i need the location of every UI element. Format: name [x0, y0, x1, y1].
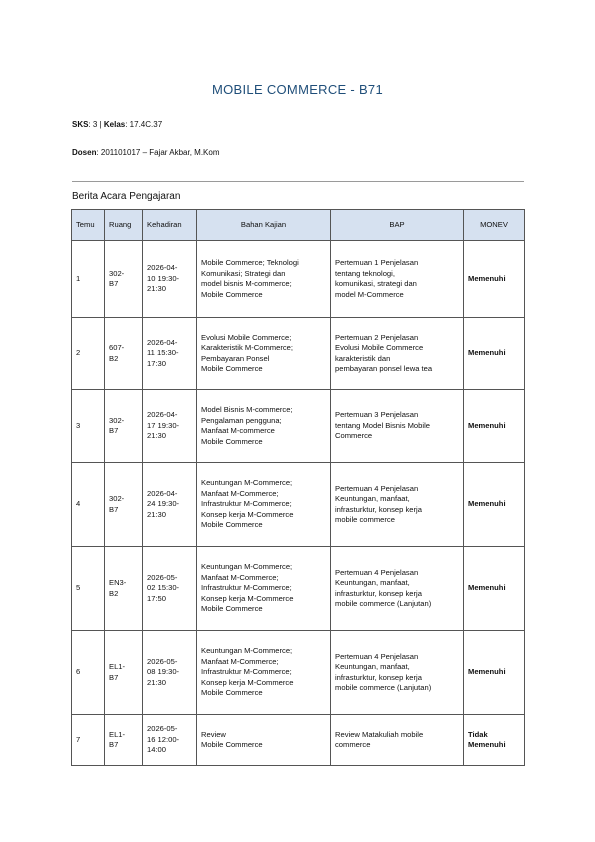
course-info-line — [72, 120, 162, 129]
sks-label: SKS — [72, 120, 89, 129]
cell-temu: 3 — [72, 390, 105, 463]
header-bahan-kajian: Bahan Kajian — [197, 210, 331, 241]
cell-temu: 7 — [72, 715, 105, 766]
cell-bahan-kajian: Keuntungan M-Commerce; Manfaat M-Commerce; Infrastruktur M-Commerce; Konsep kerja M-Commerce Mobile Commerce — [197, 463, 331, 547]
cell-temu: 4 — [72, 463, 105, 547]
section-title: Berita Acara Pengajaran — [72, 191, 181, 202]
dosen-label: Dosen — [72, 148, 97, 157]
cell-kehadiran: 2026-04- 11 15:30- 17:30 — [143, 318, 197, 390]
cell-ruang: 302- B7 — [105, 241, 143, 318]
cell-bap: Pertemuan 4 Penjelasan Keuntungan, manfaat, infrasturktur, konsep kerja mobile commerce — [331, 463, 464, 547]
cell-kehadiran: 2026-05- 02 15:30- 17:50 — [143, 547, 197, 631]
cell-kehadiran: 2026-04- 24 19:30- 21:30 — [143, 463, 197, 547]
table-row — [72, 241, 525, 318]
header-ruang: Ruang — [105, 210, 143, 241]
table-row — [72, 390, 525, 463]
cell-ruang: 302- B7 — [105, 390, 143, 463]
cell-bahan-kajian: Evolusi Mobile Commerce; Karakteristik M-Commerce; Pembayaran Ponsel Mobile Commerce — [197, 318, 331, 390]
cell-monev: Memenuhi — [464, 318, 525, 390]
cell-kehadiran: 2026-05- 08 19:30- 21:30 — [143, 631, 197, 715]
cell-bahan-kajian: Mobile Commerce; Teknologi Komunikasi; Strategi dan model bisnis M-commerce; Mobile Commerce — [197, 241, 331, 318]
cell-bap: Pertemuan 4 Penjelasan Keuntungan, manfaat, infrasturktur, konsep kerja mobile commerce (Lanjutan) — [331, 547, 464, 631]
header-bap: BAP — [331, 210, 464, 241]
table-row — [72, 318, 525, 390]
lecturer-info-line — [72, 148, 220, 157]
header-kehadiran: Kehadiran — [143, 210, 197, 241]
cell-bap: Pertemuan 4 Penjelasan Keuntungan, manfaat, infrasturktur, konsep kerja mobile commerce (Lanjutan) — [331, 631, 464, 715]
cell-bap: Pertemuan 3 Penjelasan tentang Model Bisnis Mobile Commerce — [331, 390, 464, 463]
page-title: MOBILE COMMERCE - B71 — [212, 82, 383, 97]
header-monev: MONEV — [464, 210, 525, 241]
kelas-value: : 17.4C.37 — [125, 120, 163, 129]
cell-ruang: EL1- B7 — [105, 631, 143, 715]
cell-bap: Pertemuan 2 Penjelasan Evolusi Mobile Commerce karakteristik dan pembayaran ponsel lewa tea — [331, 318, 464, 390]
cell-kehadiran: 2026-05- 16 12:00- 14:00 — [143, 715, 197, 766]
cell-bahan-kajian: Model Bisnis M-commerce; Pengalaman pengguna; Manfaat M-commerce Mobile Commerce — [197, 390, 331, 463]
cell-monev: Memenuhi — [464, 631, 525, 715]
dosen-value: : 201101017 – Fajar Akbar, M.Kom — [96, 148, 220, 157]
cell-bahan-kajian: Review Mobile Commerce — [197, 715, 331, 766]
cell-bahan-kajian: Keuntungan M-Commerce; Manfaat M-Commerce; Infrastruktur M-Commerce; Konsep kerja M-Commerce Mobile Commerce — [197, 547, 331, 631]
cell-bahan-kajian: Keuntungan M-Commerce; Manfaat M-Commerce; Infrastruktur M-Commerce; Konsep kerja M-Commerce Mobile Commerce — [197, 631, 331, 715]
table-row — [72, 463, 525, 547]
table-row — [72, 631, 525, 715]
bap-table — [71, 209, 525, 766]
section-divider — [72, 181, 524, 182]
cell-ruang: EN3- B2 — [105, 547, 143, 631]
cell-ruang: 302- B7 — [105, 463, 143, 547]
cell-bap: Review Matakuliah mobile commerce — [331, 715, 464, 766]
sks-value: : 3 | — [88, 120, 104, 129]
cell-temu: 5 — [72, 547, 105, 631]
cell-ruang: 607- B2 — [105, 318, 143, 390]
kelas-label: Kelas — [103, 120, 126, 129]
cell-kehadiran: 2026-04- 10 19:30- 21:30 — [143, 241, 197, 318]
cell-bap: Pertemuan 1 Penjelasan tentang teknologi, komunikasi, strategi dan model M-Commerce — [331, 241, 464, 318]
cell-monev: Memenuhi — [464, 390, 525, 463]
cell-temu: 6 — [72, 631, 105, 715]
table-header-row — [72, 210, 525, 241]
cell-monev: Memenuhi — [464, 241, 525, 318]
cell-temu: 2 — [72, 318, 105, 390]
cell-ruang: EL1- B7 — [105, 715, 143, 766]
cell-monev: Memenuhi — [464, 463, 525, 547]
header-temu: Temu — [72, 210, 105, 241]
cell-temu: 1 — [72, 241, 105, 318]
cell-kehadiran: 2026-04- 17 19:30- 21:30 — [143, 390, 197, 463]
cell-monev: Memenuhi — [464, 547, 525, 631]
cell-monev: Tidak Memenuhi — [464, 715, 525, 766]
table-row — [72, 715, 525, 766]
table-row — [72, 547, 525, 631]
